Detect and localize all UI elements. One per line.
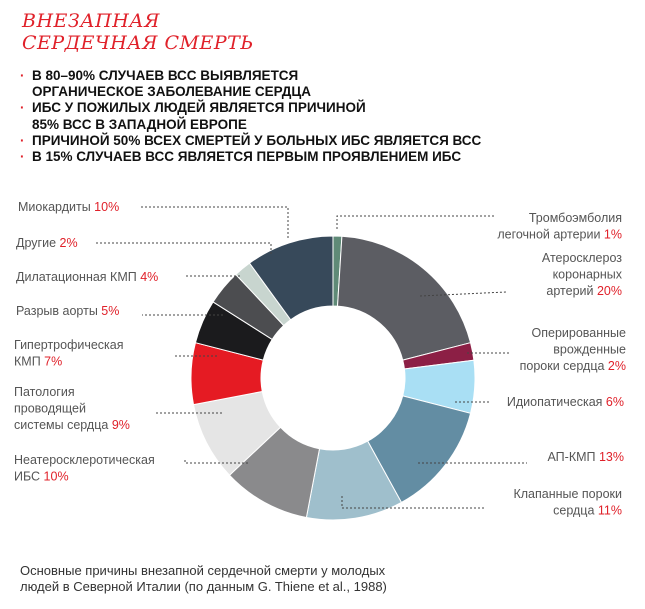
slice-percent: 20%	[593, 284, 622, 298]
slice-label-line: Миокардиты 10%	[18, 200, 120, 214]
caption-line: Основные причины внезапной сердечной смерти у молодых	[20, 563, 386, 578]
fact-line: 85% ВСС В ЗАПАДНОЙ ЕВРОПЕ	[32, 116, 247, 132]
slice-label	[497, 211, 622, 242]
slice-percent: 1%	[600, 227, 622, 242]
bullet-dot-icon: ·	[20, 149, 25, 165]
slice-percent: 2%	[56, 236, 78, 250]
slice-label-line: Неатеросклеротическая	[14, 453, 155, 467]
slice-percent: 2%	[604, 359, 626, 373]
caption-line: людей в Северной Италии (по данным G. Thiene et al., 1988)	[20, 579, 387, 594]
leader-line	[94, 243, 271, 254]
slice-percent: 11%	[594, 503, 622, 518]
chart-caption	[20, 563, 387, 595]
slice-label-line: легочной артерии 1%	[497, 227, 622, 242]
slice-label-line: Патология	[14, 385, 75, 399]
pie-slice	[338, 236, 471, 360]
slice-label-line: Оперированные	[531, 326, 626, 340]
slice-label	[14, 338, 124, 369]
slice-percent: 4%	[136, 270, 159, 284]
slice-label-line: Тромбоэмболия	[528, 211, 622, 225]
slice-label-line: врожденные	[553, 342, 626, 357]
slice-label-line: Дилатационная КМП 4%	[16, 270, 159, 284]
slice-label	[14, 453, 155, 484]
slice-label-line: АП-КМП 13%	[547, 450, 624, 464]
slice-label-line: Гипертрофическая	[14, 338, 124, 352]
fact-line: В 15% СЛУЧАЕВ ВСС ЯВЛЯЕТСЯ ПЕРВЫМ ПРОЯВЛЕНИЕМ ИБС	[32, 149, 462, 165]
slice-label-line: Разрыв аорты 5%	[16, 304, 120, 318]
title-line-2: СЕРДЕЧНАЯ СМЕРТЬ	[22, 32, 254, 54]
slice-label	[14, 385, 130, 432]
slice-percent: 10%	[40, 469, 69, 484]
slice-label-line: КМП 7%	[14, 354, 63, 369]
slice-label	[547, 450, 624, 464]
slice-percent: 10%	[90, 200, 120, 214]
slice-label	[507, 395, 624, 409]
slice-label-line: Другие 2%	[16, 236, 78, 250]
slice-label	[542, 251, 623, 298]
slice-label-line: коронарных	[552, 267, 622, 282]
slice-label	[520, 326, 626, 373]
slice-percent: 6%	[602, 395, 624, 409]
fact-line: ИБС У ПОЖИЛЫХ ЛЮДЕЙ ЯВЛЯЕТСЯ ПРИЧИНОЙ	[32, 100, 366, 116]
slice-label-line: Идиопатическая 6%	[506, 395, 624, 409]
slice-label-line: сердца 11%	[553, 503, 622, 518]
slice-label	[18, 200, 119, 214]
slice-percent: 7%	[40, 354, 63, 369]
slice-label-line: Клапанные пороки	[513, 487, 622, 501]
slice-percent: 9%	[108, 418, 130, 432]
slice-label-line: проводящей	[14, 401, 86, 416]
fact-line: ОРГАНИЧЕСКОЕ ЗАБОЛЕВАНИЕ СЕРДЦА	[32, 84, 311, 100]
leader-line	[337, 216, 495, 229]
slice-label	[16, 304, 119, 318]
slice-label-line: системы сердца 9%	[14, 418, 130, 432]
slice-label	[16, 236, 78, 250]
slice-label	[16, 270, 158, 284]
slice-label-line: артерий 20%	[546, 284, 622, 298]
fact-line: В 80–90% СЛУЧАЕВ ВСС ВЫЯВЛЯЕТСЯ	[32, 68, 299, 83]
bullet-dot-icon: ·	[20, 132, 25, 148]
slice-percent: 5%	[97, 304, 120, 318]
slice-label-line: ИБС 10%	[14, 469, 69, 484]
slice-label-line: пороки сердца 2%	[519, 359, 626, 373]
slice-percent: 13%	[595, 450, 624, 464]
leader-line	[140, 207, 288, 238]
bullet-dot-icon: ·	[20, 100, 25, 116]
bullet-dot-icon: ·	[20, 68, 25, 83]
fact-line: ПРИЧИНОЙ 50% ВСЕХ СМЕРТЕЙ У БОЛЬНЫХ ИБС ЯВЛЯЕТСЯ ВСС	[32, 132, 482, 148]
title-line-1: ВНЕЗАПНАЯ	[22, 10, 161, 32]
slice-label-line: Атеросклероз	[541, 251, 622, 265]
slice-label	[513, 487, 622, 518]
